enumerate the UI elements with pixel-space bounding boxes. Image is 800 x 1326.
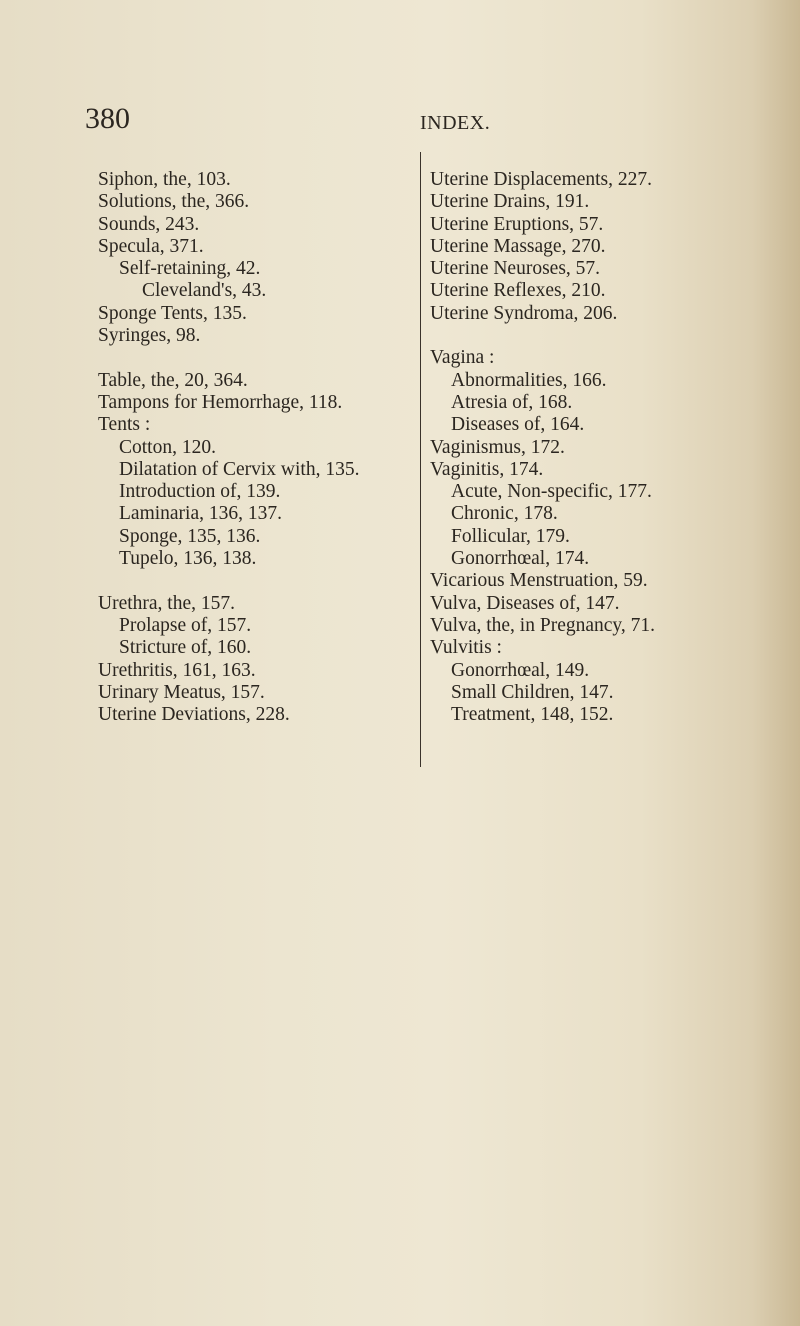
index-entry: Uterine Syndroma, 206.: [430, 302, 618, 324]
column-divider: [420, 152, 421, 767]
index-subentry: Small Children, 147.: [451, 681, 614, 703]
index-subentry: Dilatation of Cervix with, 135.: [119, 458, 360, 480]
index-entry: Urinary Meatus, 157.: [98, 681, 265, 703]
running-head: INDEX.: [420, 112, 491, 134]
index-subentry: Introduction of, 139.: [119, 481, 281, 503]
index-entry: Uterine Deviations, 228.: [98, 704, 290, 726]
index-entry: Uterine Massage, 270.: [430, 235, 606, 257]
index-entry: Vulvitis :: [430, 637, 502, 659]
index-entry: Vicarious Menstruation, 59.: [430, 570, 648, 592]
index-entry: Syringes, 98.: [98, 325, 201, 347]
index-entry: Sponge Tents, 135.: [98, 302, 247, 324]
index-subentry: Gonorrhœal, 149.: [451, 659, 590, 681]
index-subentry: Sponge, 135, 136.: [119, 525, 261, 547]
index-entry: Vulva, the, in Pregnancy, 71.: [430, 614, 656, 636]
entry-gap: [98, 347, 408, 369]
entry-gap: [98, 570, 408, 592]
index-entry: Uterine Neuroses, 57.: [430, 258, 601, 280]
index-entry: Uterine Drains, 191.: [430, 191, 590, 213]
index-subentry: Tupelo, 136, 138.: [119, 548, 257, 570]
index-entry: Tents :: [98, 414, 151, 436]
index-entry: Uterine Eruptions, 57.: [430, 213, 604, 235]
index-entry: Siphon, the, 103.: [98, 169, 231, 190]
index-entry: Vulva, Diseases of, 147.: [430, 592, 620, 614]
index-subentry: Chronic, 178.: [451, 503, 558, 525]
index-subentry: Acute, Non-specific, 177.: [451, 481, 652, 503]
index-column-left: [98, 169, 408, 726]
index-entry: Sounds, 243.: [98, 213, 200, 235]
index-subentry: Atresia of, 168.: [451, 391, 573, 413]
page-number: 380: [85, 102, 130, 135]
index-subentry: Abnormalities, 166.: [451, 369, 607, 391]
index-subentry: Stricture of, 160.: [119, 637, 252, 659]
index-subentry: Follicular, 179.: [451, 525, 570, 547]
index-subentry: Cotton, 120.: [119, 436, 216, 458]
index-subentry: Treatment, 148, 152.: [451, 704, 614, 726]
index-entry: Uterine Reflexes, 210.: [430, 280, 606, 302]
index-entry: Urethra, the, 157.: [98, 592, 235, 614]
index-entry: Specula, 371.: [98, 235, 204, 257]
index-entry: Urethritis, 161, 163.: [98, 659, 256, 681]
index-subentry: Cleveland's, 43.: [142, 280, 267, 302]
entry-gap: [430, 325, 760, 347]
index-subentry: Gonorrhœal, 174.: [451, 548, 590, 570]
index-entry: Tampons for Hemorrhage, 118.: [98, 391, 343, 413]
index-entry: Solutions, the, 366.: [98, 191, 250, 213]
index-subentry: Prolapse of, 157.: [119, 614, 252, 636]
index-entry: Table, the, 20, 364.: [98, 369, 248, 391]
index-column-right: [430, 169, 760, 726]
index-entry: Uterine Displacements, 227.: [430, 169, 653, 190]
index-subentry: Diseases of, 164.: [451, 414, 585, 436]
index-entry: Vagina :: [430, 347, 495, 369]
index-entry: Vaginitis, 174.: [430, 458, 544, 480]
index-subentry: Self-retaining, 42.: [119, 258, 261, 280]
index-subentry: Laminaria, 136, 137.: [119, 503, 282, 525]
index-entry: Vaginismus, 172.: [430, 436, 565, 458]
